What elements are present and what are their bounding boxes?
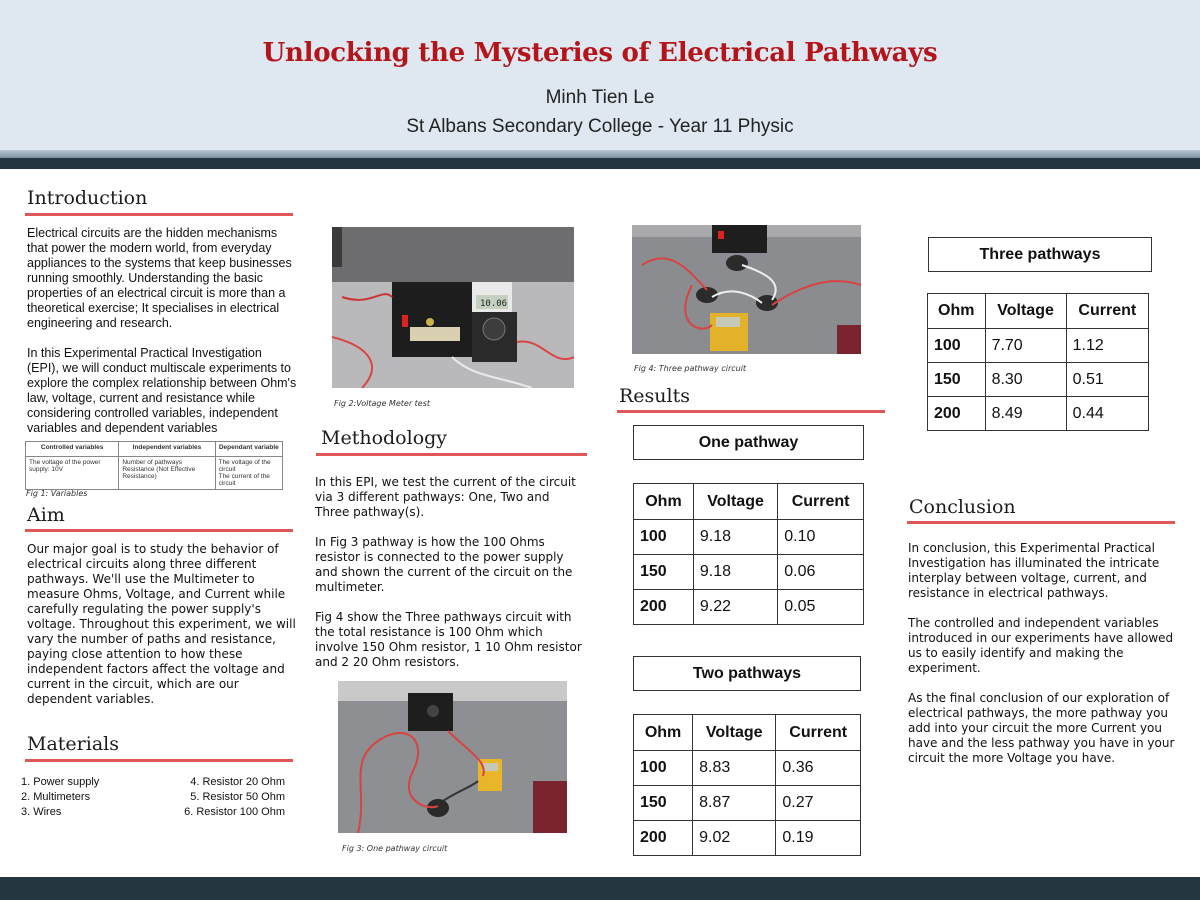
material-item: 2. Multimeters xyxy=(21,791,91,803)
aim-text: Our major goal is to study the behavior of electrical circuits along three different pathways. We'll use the Multimeter to measure Ohms, Voltage, and Current while carefully regulating the power supply's voltage. Throughout this experiment, we will vary the number of paths and resistance, paying close attention to how these independent factors affect the voltage and current in the circuit, which are our dependent variables. xyxy=(27,542,296,706)
cell-ohm: 200 xyxy=(634,821,693,856)
methodology-p1: In this EPI, we test the current of the circuit via 3 different pathways: One, Two and Three pathway(s). xyxy=(315,475,576,519)
cell-voltage: 8.83 xyxy=(693,751,776,786)
col-current: Current xyxy=(776,715,861,751)
two-pathways-table xyxy=(633,714,861,856)
cell-ohm: 200 xyxy=(634,590,694,625)
var-header-independent: Independent variables xyxy=(119,442,215,457)
poster-footer xyxy=(0,877,1200,900)
col-current: Current xyxy=(1066,294,1148,329)
two-pathways-label: Two pathways xyxy=(633,656,861,691)
material-item: 5. Resistor 50 Ohm xyxy=(190,791,285,803)
cell-current: 0.05 xyxy=(778,590,864,625)
conclusion-rule xyxy=(907,521,1175,524)
material-item: 4. Resistor 20 Ohm xyxy=(190,776,285,788)
poster-title: Unlocking the Mysteries of Electrical Pathways xyxy=(262,38,938,68)
cell-ohm: 150 xyxy=(634,555,694,590)
var-cell-independent: Number of pathways Resistance (Not Effective Resistance) xyxy=(119,457,215,490)
col-ohm: Ohm xyxy=(634,715,693,751)
header-band xyxy=(0,150,1200,158)
var-cell-controlled: The voltage of the power supply: 10V xyxy=(26,457,119,490)
results-rule xyxy=(617,410,885,413)
table-row xyxy=(634,555,864,590)
methodology-p2: In Fig 3 pathway is how the 100 Ohms resistor is connected to the power supply and shown the current of the circuit on the multimeter. xyxy=(315,535,573,594)
cell-voltage: 7.70 xyxy=(985,329,1066,363)
table-row xyxy=(634,786,861,821)
cell-voltage: 9.02 xyxy=(693,821,776,856)
cell-voltage: 8.30 xyxy=(985,363,1066,397)
table-row xyxy=(928,363,1149,397)
author-name: Minh Tien Le xyxy=(545,87,655,108)
cell-ohm: 100 xyxy=(634,751,693,786)
materials-list-left xyxy=(21,775,161,820)
meter-reading-text: 10.06 xyxy=(480,299,508,309)
header-dark-band xyxy=(0,158,1200,169)
introduction-paragraph-1: Electrical circuits are the hidden mechanisms that power the modern world, from everyday appliances to the systems that keep businesses running smoothly. Understanding the basic properties of an electrical circuit is more than a theoretical exercise; It specialises in electrical engineering and research. xyxy=(27,226,292,330)
cell-current: 0.44 xyxy=(1066,397,1148,431)
conclusion-p3: As the final conclusion of our exploration of electrical pathways, the more pathway you add into your circuit the more Current you have and the less pathway you have in your circuit the more Voltage you have. xyxy=(908,691,1175,765)
introduction-paragraph-2: In this Experimental Practical Investigation (EPI), we will conduct multiscale experiments to explore the complex relationship between Ohm's law, voltage, current and resistance while considering controlled variables, independent variables and dependent variables xyxy=(27,346,297,435)
var-header-controlled: Controlled variables xyxy=(26,442,119,457)
cell-ohm: 150 xyxy=(928,363,986,397)
cell-current: 0.36 xyxy=(776,751,861,786)
variables-table xyxy=(25,441,283,490)
fig1-caption: Fig 1: Variables xyxy=(26,489,88,498)
materials-rule xyxy=(25,759,293,762)
voltage-meter-photo xyxy=(332,227,574,388)
fig2-caption: Fig 2:Voltage Meter test xyxy=(334,399,431,408)
cell-current: 0.10 xyxy=(778,520,864,555)
aim-rule xyxy=(25,529,293,532)
col-voltage: Voltage xyxy=(693,715,776,751)
col-ohm: Ohm xyxy=(634,484,694,520)
three-pathway-photo xyxy=(632,225,861,354)
col-current: Current xyxy=(778,484,864,520)
table-row xyxy=(928,329,1149,363)
one-pathway-photo xyxy=(338,681,567,833)
conclusion-p2: The controlled and independent variables introduced in our experiments have allowed us to easily identify and making the experiment. xyxy=(908,616,1174,675)
conclusion-p1: In conclusion, this Experimental Practical Investigation has illuminated the intricate interplay between voltage, current, and resistance in electrical pathways. xyxy=(908,541,1160,600)
table-row xyxy=(928,397,1149,431)
cell-ohm: 100 xyxy=(634,520,694,555)
fig4-caption: Fig 4: Three pathway circuit xyxy=(634,364,747,373)
cell-voltage: 8.49 xyxy=(985,397,1066,431)
methodology-rule xyxy=(316,453,587,456)
cell-current: 0.06 xyxy=(778,555,864,590)
school-name: St Albans Secondary College - Year 11 Physic xyxy=(406,116,794,137)
fig3-caption: Fig 3: One pathway circuit xyxy=(342,844,448,853)
table-row xyxy=(634,590,864,625)
col-voltage: Voltage xyxy=(985,294,1066,329)
materials-heading: Materials xyxy=(27,733,119,755)
three-pathways-table xyxy=(927,293,1149,431)
aim-heading: Aim xyxy=(27,504,65,526)
material-item: 6. Resistor 100 Ohm xyxy=(184,806,285,818)
conclusion-heading: Conclusion xyxy=(909,496,1016,518)
cell-current: 0.27 xyxy=(776,786,861,821)
introduction-heading: Introduction xyxy=(27,187,148,209)
table-row xyxy=(634,751,861,786)
methodology-heading: Methodology xyxy=(321,427,448,449)
table-row xyxy=(634,821,861,856)
cell-current: 0.19 xyxy=(776,821,861,856)
table-row xyxy=(634,520,864,555)
three-pathways-label: Three pathways xyxy=(928,237,1152,272)
material-item: 3. Wires xyxy=(21,806,62,818)
one-pathway-label: One pathway xyxy=(633,425,864,460)
cell-current: 0.51 xyxy=(1066,363,1148,397)
cell-current: 1.12 xyxy=(1066,329,1148,363)
cell-voltage: 8.87 xyxy=(693,786,776,821)
cell-voltage: 9.18 xyxy=(693,520,777,555)
var-cell-dependent: The voltage of the circuit The current of the circuit xyxy=(215,457,282,490)
materials-list-right xyxy=(160,775,285,820)
col-ohm: Ohm xyxy=(928,294,986,329)
cell-ohm: 200 xyxy=(928,397,986,431)
cell-voltage: 9.22 xyxy=(693,590,777,625)
cell-ohm: 100 xyxy=(928,329,986,363)
material-item: 1. Power supply xyxy=(21,776,100,788)
introduction-rule xyxy=(25,213,293,216)
one-pathway-table xyxy=(633,483,864,625)
cell-voltage: 9.18 xyxy=(693,555,777,590)
col-voltage: Voltage xyxy=(693,484,777,520)
var-header-dependent: Dependant variable xyxy=(215,442,282,457)
results-heading: Results xyxy=(619,385,690,407)
cell-ohm: 150 xyxy=(634,786,693,821)
methodology-p3: Fig 4 show the Three pathways circuit with the total resistance is 100 Ohm which involve 150 Ohm resistor, 1 10 Ohm resistor and 2 20 Ohm resistors. xyxy=(315,610,582,669)
